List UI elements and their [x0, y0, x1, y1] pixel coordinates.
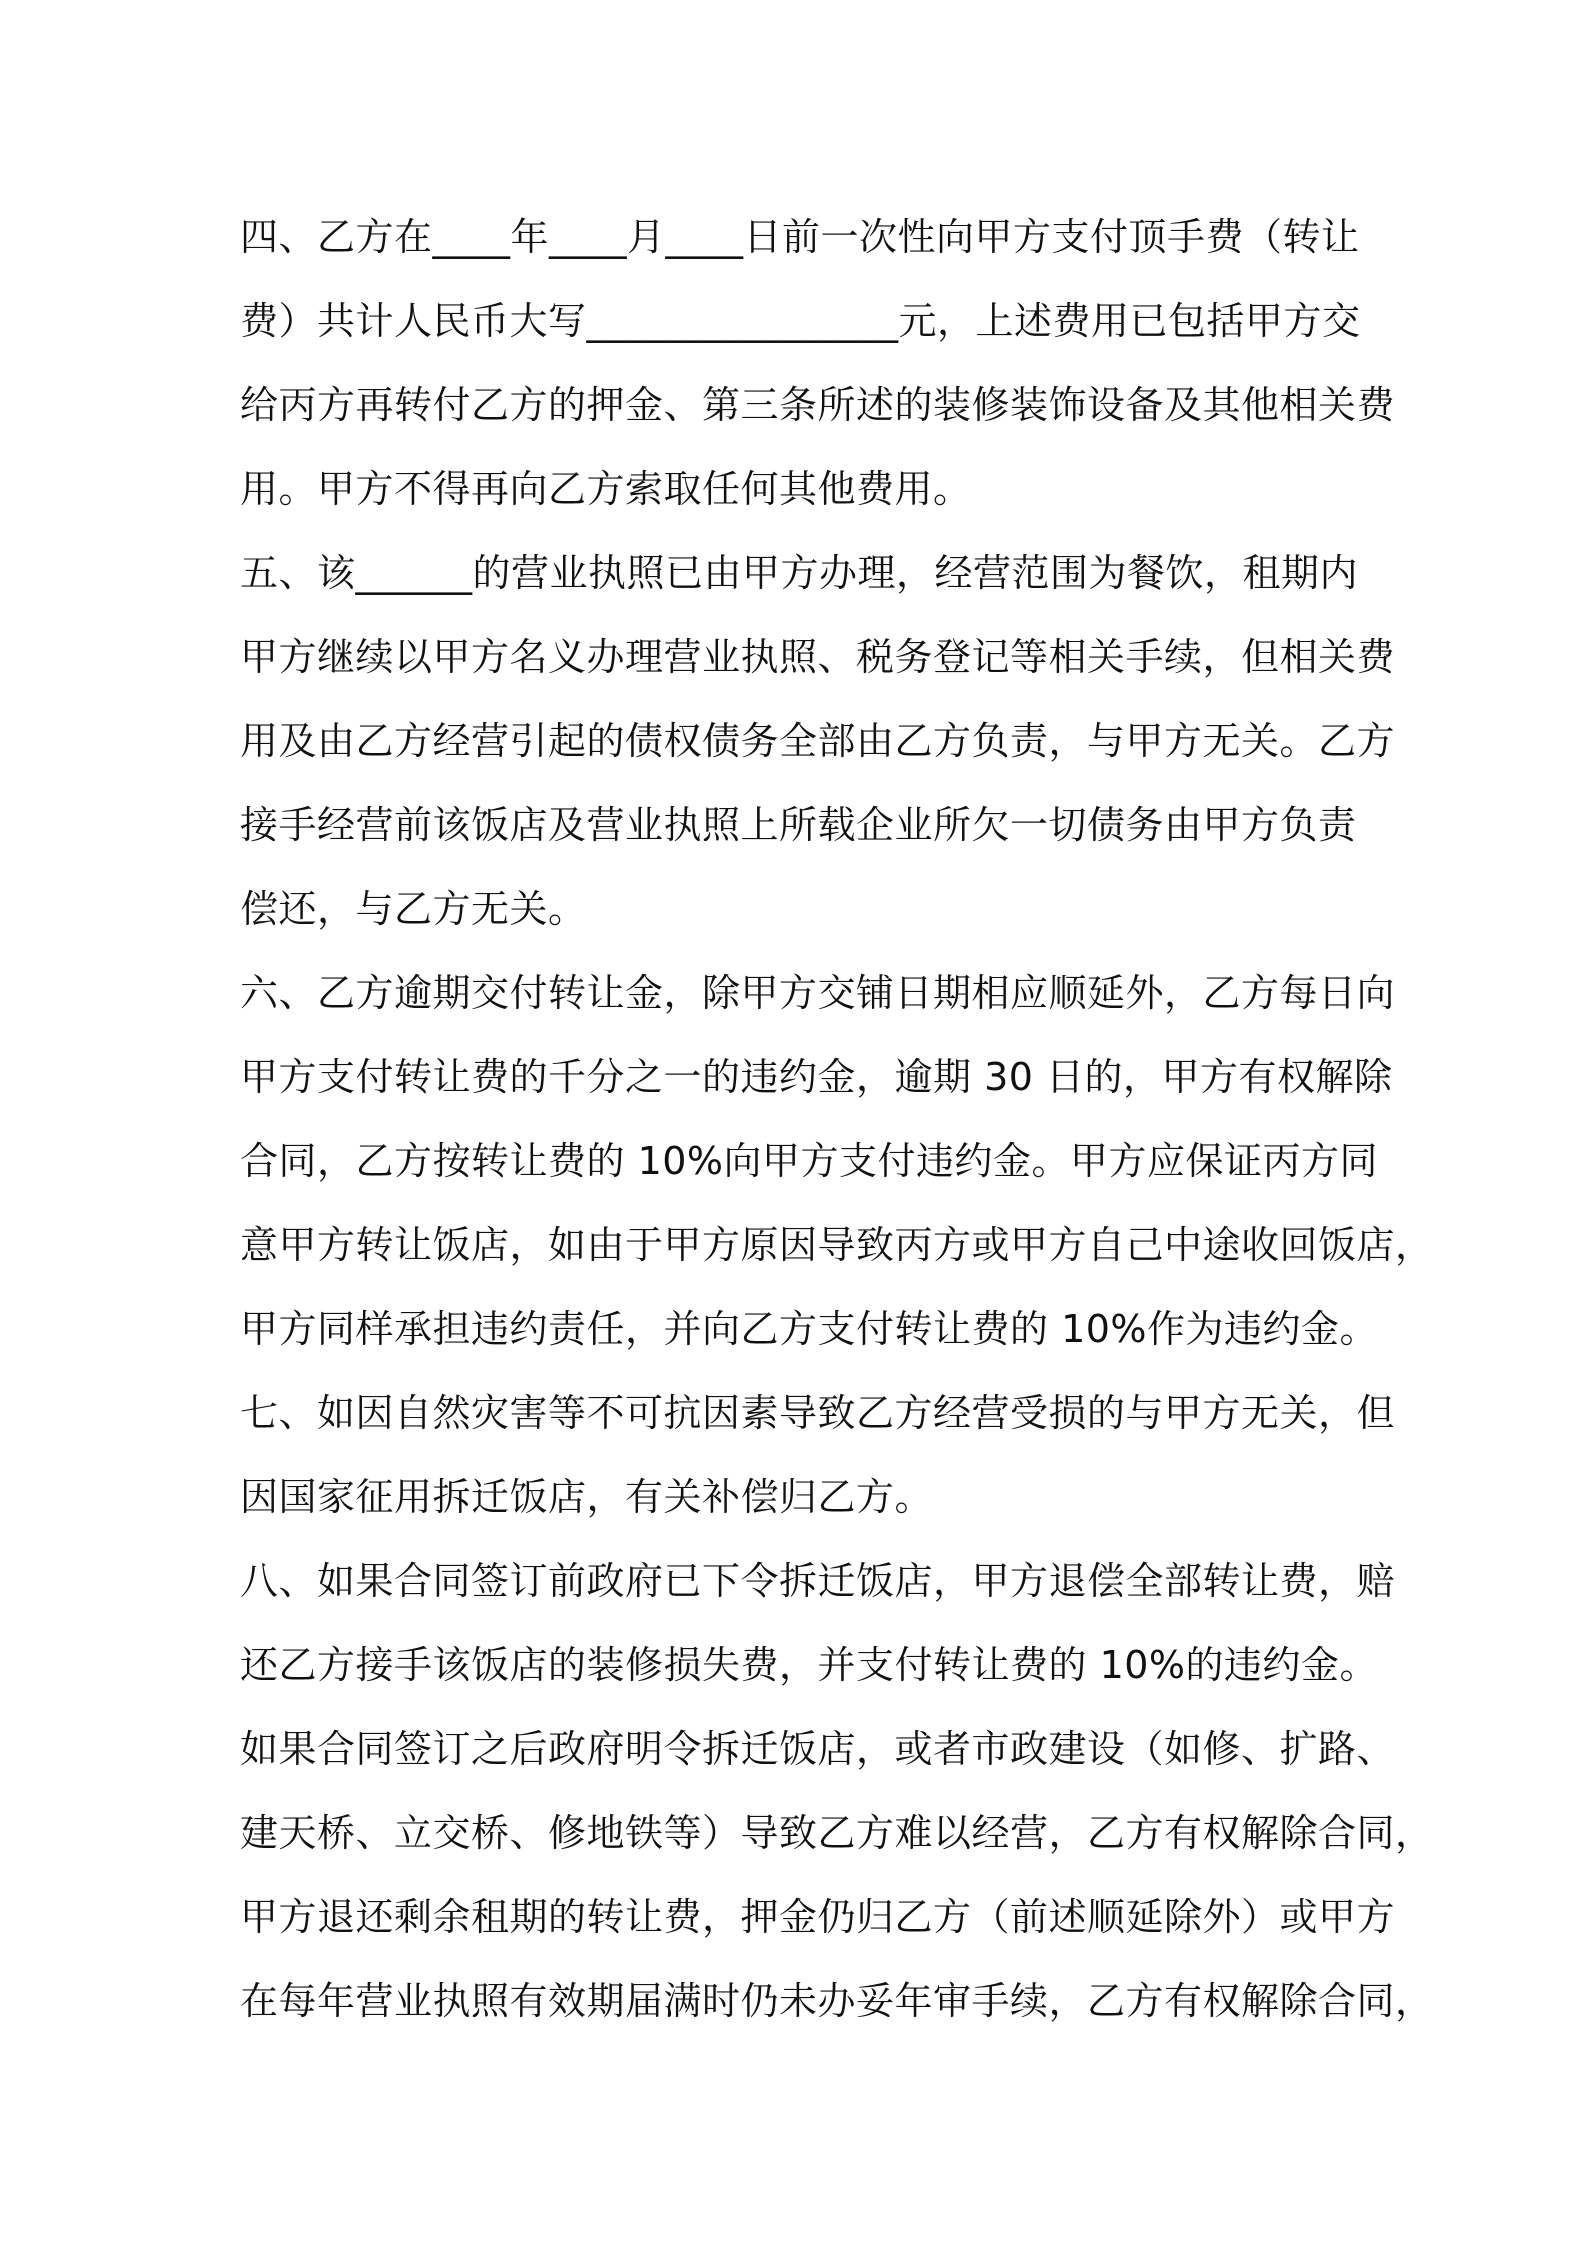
- text-line-3: 给丙方再转付乙方的押金、第三条所述的装修装饰设备及其他相关费: [240, 383, 1396, 427]
- text-line-5: 五、该______的营业执照已由甲方办理，经营范围为餐饮，租期内: [240, 551, 1359, 595]
- text-line-15: 七、如因自然灾害等不可抗因素导致乙方经营受损的与甲方无关，但: [240, 1391, 1396, 1435]
- text-line-21: 甲方退还剩余租期的转让费，押金仍归乙方（前述顺延除外）或甲方: [240, 1895, 1396, 1939]
- text-line-8: 接手经营前该饭店及营业执照上所载企业所欠一切债务由甲方负责: [240, 803, 1357, 847]
- text-line-13: 意甲方转让饭店，如由于甲方原因导致丙方或甲方自己中途收回饭店，: [240, 1223, 1434, 1267]
- text-line-1: 四、乙方在____年____月____日前一次性向甲方支付顶手费（转让: [240, 215, 1360, 259]
- text-line-17: 八、如果合同签订前政府已下令拆迁饭店，甲方退偿全部转让费，赔: [240, 1559, 1396, 1603]
- text-line-9: 偿还，与乙方无关。: [240, 887, 587, 931]
- text-line-12: 合同，乙方按转让费的 10%向甲方支付违约金。甲方应保证丙方同: [240, 1139, 1379, 1183]
- text-line-22: 在每年营业执照有效期届满时仍未办妥年审手续，乙方有权解除合同，: [240, 1979, 1434, 2023]
- text-line-2: 费）共计人民币大写________________元，上述费用已包括甲方交: [240, 299, 1361, 343]
- text-line-7: 用及由乙方经营引起的债权债务全部由乙方负责，与甲方无关。乙方: [240, 719, 1396, 763]
- text-line-10: 六、乙方逾期交付转让金，除甲方交铺日期相应顺延外，乙方每日向: [240, 971, 1396, 1015]
- text-line-14: 甲方同样承担违约责任，并向乙方支付转让费的 10%作为违约金。: [240, 1307, 1379, 1351]
- text-line-18: 还乙方接手该饭店的装修损失费，并支付转让费的 10%的违约金。: [240, 1643, 1379, 1687]
- text-line-20: 建天桥、立交桥、修地铁等）导致乙方难以经营，乙方有权解除合同，: [240, 1811, 1434, 1855]
- text-line-4: 用。甲方不得再向乙方索取任何其他费用。: [240, 467, 972, 511]
- contract-text: [240, 195, 1434, 2043]
- text-line-19: 如果合同签订之后政府明令拆迁饭店，或者市政建设（如修、扩路、: [240, 1727, 1396, 1771]
- text-line-16: 因国家征用拆迁饭店，有关补偿归乙方。: [240, 1475, 934, 1519]
- text-line-11: 甲方支付转让费的千分之一的违约金，逾期 30 日的，甲方有权解除: [240, 1055, 1393, 1099]
- text-line-6: 甲方继续以甲方名义办理营业执照、税务登记等相关手续，但相关费: [240, 635, 1396, 679]
